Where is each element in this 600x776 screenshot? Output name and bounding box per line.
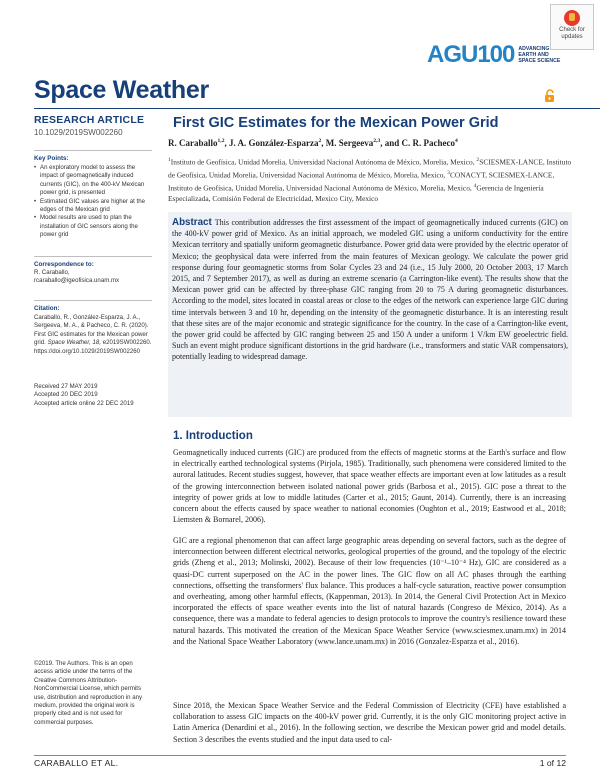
author-sup: 1,2	[217, 138, 225, 144]
affiliation-sup: 4	[473, 182, 477, 189]
affiliation: CONACYT, SCIESMEX-LANCE, Instituto de Geofísica, Unidad Morelia, Universidad Nacional Autónoma de México, Morelia, Mexico,	[168, 170, 555, 193]
author-name: R. Caraballo	[168, 138, 218, 148]
abstract-heading: Abstract	[172, 217, 212, 228]
author-name: and C. R. Pacheco	[384, 138, 456, 148]
affiliation: Instituto de Geofísica, Unidad Morelia, Universidad Nacional Autónoma de México, Morelia, Mexico,	[170, 157, 475, 167]
header-rule	[34, 108, 600, 109]
footer-rule	[34, 755, 566, 756]
affiliations	[168, 155, 572, 204]
affiliation-sup: 2	[476, 157, 480, 163]
abstract	[172, 217, 568, 363]
abstract-text: This contribution addresses the first assessment of the impact of geomagnetically induced currents (GIC) on the 400-kV power grid of Mexico. As an initial approach, we modeled GIC using a uniform conductivity for the entire Mexican territory and spatially uniform geomagnetic disturbance. Power grid data were provided by the electric operator of Mexico; the geophysical data were inferred from the main features of Mexican geology. We calculate the power grid response during four geomagnetic storms from Solar Cycles 23 and 24 (i.e., 15 July 2000, 20 October 2003, 17 March 2015, and 7 September 2017), as well as during an extreme scenario (a Carrington-like event). The results show that the Mexican power grid can be affected by three-phase GIC ranging from 20 to 75 A during geomagnetic disturbances. According to the model, sites located in coastal areas or close to the edges of the network can experience large GIC during time intervals between 3 and 10 hr, depending on the intensity of the geomagnetic disturbance. It is an interesting result that these sites are of the major economic and strategic significance for the country. In the case of a Carrington-like event, the power grid could be affected by GIC ranging between 25 and 150 A under a uniform 1 V/km EW geoelectric field. Such an event might produce significant distortions in the grid hardware (i.e., transformers and static VAR compensators), potentially leading to widespread damage.	[172, 218, 568, 362]
check-for-updates-label: Check for updates	[559, 27, 585, 40]
correspondence-email[interactable]: rcaraballo@igeofisica.unam.mx	[34, 277, 120, 285]
citation-authors: Caraballo, R., González-Esparza, J. A., Sergeeva, M. A., & Pacheco, C. R. (2020). First GIC estimates for the Mexican power grid.	[34, 314, 149, 347]
correspondence	[34, 269, 152, 286]
author-list: R. Caraballo$^{1,2}$, J. A. González-Esparza$^2$, M. Sergeeva$^{2,3}$, and C. R. Pacheco$^4$	[168, 138, 458, 148]
key-points	[34, 164, 152, 240]
citation	[34, 314, 152, 356]
article-type: RESEARCH ARTICLE	[34, 114, 145, 126]
citation-heading: Citation:	[34, 305, 60, 312]
open-access-lock-icon	[543, 89, 557, 103]
article-dates	[34, 383, 152, 408]
citation-rest[interactable]: e2019SW002260. https://doi.org/10.1029/2019SW002260	[34, 339, 152, 355]
accepted-online-date: Accepted article online 22 DEC 2019	[34, 399, 134, 407]
agu-logo	[427, 42, 566, 68]
key-point-item: • An exploratory model to assess the impact of geomagnetically induced currents (GIC), on the 400-kV Mexican power grid, is presented	[34, 164, 152, 198]
crossmark-icon	[564, 10, 580, 26]
key-point-item: • Model results are used to plan the installation of GIC sensors along the power grid	[34, 214, 152, 239]
author-name: M. Sergeeva	[325, 138, 374, 148]
agu-logo-text: AGU100	[427, 41, 515, 68]
key-points-heading: Key Points:	[34, 155, 69, 162]
affiliation-sup: 3	[447, 169, 450, 176]
accepted-date: Accepted 20 DEC 2019	[34, 391, 98, 399]
author-name: J. A. González-Esparza	[229, 138, 319, 148]
body-paragraph: GIC are a regional phenomenon that can affect large geographic areas depending on several factors, such as the degree of interconnection between different electrical networks, geological properties of the ground, and the topology of the electric grids (Zheng et al., 2013; Molinski, 2002). Because of their low frequencies (10⁻¹–10⁻⁴ Hz), GIC are considered as a quasi-DC current superposed on the AC in the power lines. The GIC flow on all AC phases through the earthing connections, offsetting the transformers' flux balance. This produces a half-cycle saturation, reactive power consumption and overheating, among other harmful effects, (Kappenman, 2013). In 2014, the General Civil Protection Act in Mexico incorporated the effects of space weather events into the list of natural hazards (Congreso de México, 2014). As a consequence, there was a mandate to federal agencies to design protocols to improve the country's resilience toward these natural hazards. This motivated the creation of the Mexican Space Weather Service (www.sciesmex.unam.mx) in 2014 and the National Space Weather Laboratory (www.lance.unam.mx) in 2016 (Gonzalez-Esparza et al., 2016).	[173, 536, 566, 646]
sidebar-divider	[34, 256, 152, 257]
page-number: 1 of 12	[539, 758, 566, 768]
citation-journal: Space Weather, 18,	[47, 339, 101, 347]
author-sup: 4	[455, 138, 458, 144]
article-title: First GIC Estimates for the Mexican Power Grid	[173, 115, 499, 131]
doi-link[interactable]: 10.1029/2019SW002260	[34, 128, 123, 137]
body-paragraph: Geomagnetically induced currents (GIC) are produced from the effects of magnetic storms at the Earth's surface and flow in electrically earthed technological systems (Pirjola, 1985). Traditionally, such phenomena were considered limited to the auroral latitudes. Recent studies suggest, however, that space weather effects are important even at low latitudes as a result of the growing interconnection between isolated national power grids (Barbosa et al., 2015). GIC pose a threat to the integrity of power grids at low to middle latitudes (Carter et al., 2015; Gaunt, 2014). Currently, there is an increasing concern about the effects caused by space weather to national economies (Oughton et al., 2019; Eastwood et al., 2018; Liemsten & Bornarel, 2006).	[173, 448, 566, 525]
correspondence-heading: Correspondence to:	[34, 261, 94, 268]
sidebar-divider	[34, 300, 152, 301]
journal-title: Space Weather	[34, 76, 209, 104]
agu-tagline: ADVANCING EARTH AND SPACE SCIENCE	[518, 45, 561, 65]
affiliation: Gerencia de Ingeniería Especializada, Comisión Federal de Electricidad, Mexico City, Mexico	[168, 183, 544, 203]
sidebar-divider	[34, 150, 152, 151]
author-sup: 2,3	[373, 138, 381, 144]
correspondence-name: R. Caraballo,	[34, 269, 70, 276]
body-paragraph: Since 2018, the Mexican Space Weather Service and the Federal Commission of Electricity (CFE) have established a collaboration to assess GIC impacts on the 400-kV power grid. Currently, it is the only GIC monitoring project active in Latin America (Denardini et al., 2016). In the following section, we describe the Mexican power grid and model details. Section 3 describes the events studied and the input data used to cal-	[173, 701, 566, 744]
license-text: ©2019. The Authors. This is an open access article under the terms of the Creative Commons Attribution-NonCommercial License, which permits use, distribution and reproduction in any medium, provided the original work is properly cited and is not used for commercial purposes.	[34, 660, 143, 726]
author-sup: 2	[318, 138, 322, 144]
key-point-item: • Estimated GIC values are higher at the edges of the Mexican grid	[34, 198, 152, 215]
received-date: Received 27 MAY 2019	[34, 383, 98, 390]
section-heading: 1. Introduction	[173, 430, 253, 442]
affiliation: SCIESMEX-LANCE, Instituto de Geofísica, Unidad Morelia, Universidad Nacional Autónoma de México, Morelia, Mexico,	[168, 157, 572, 180]
affiliation-sup: 1	[168, 157, 171, 163]
running-author: CARABALLO ET AL.	[34, 758, 119, 768]
